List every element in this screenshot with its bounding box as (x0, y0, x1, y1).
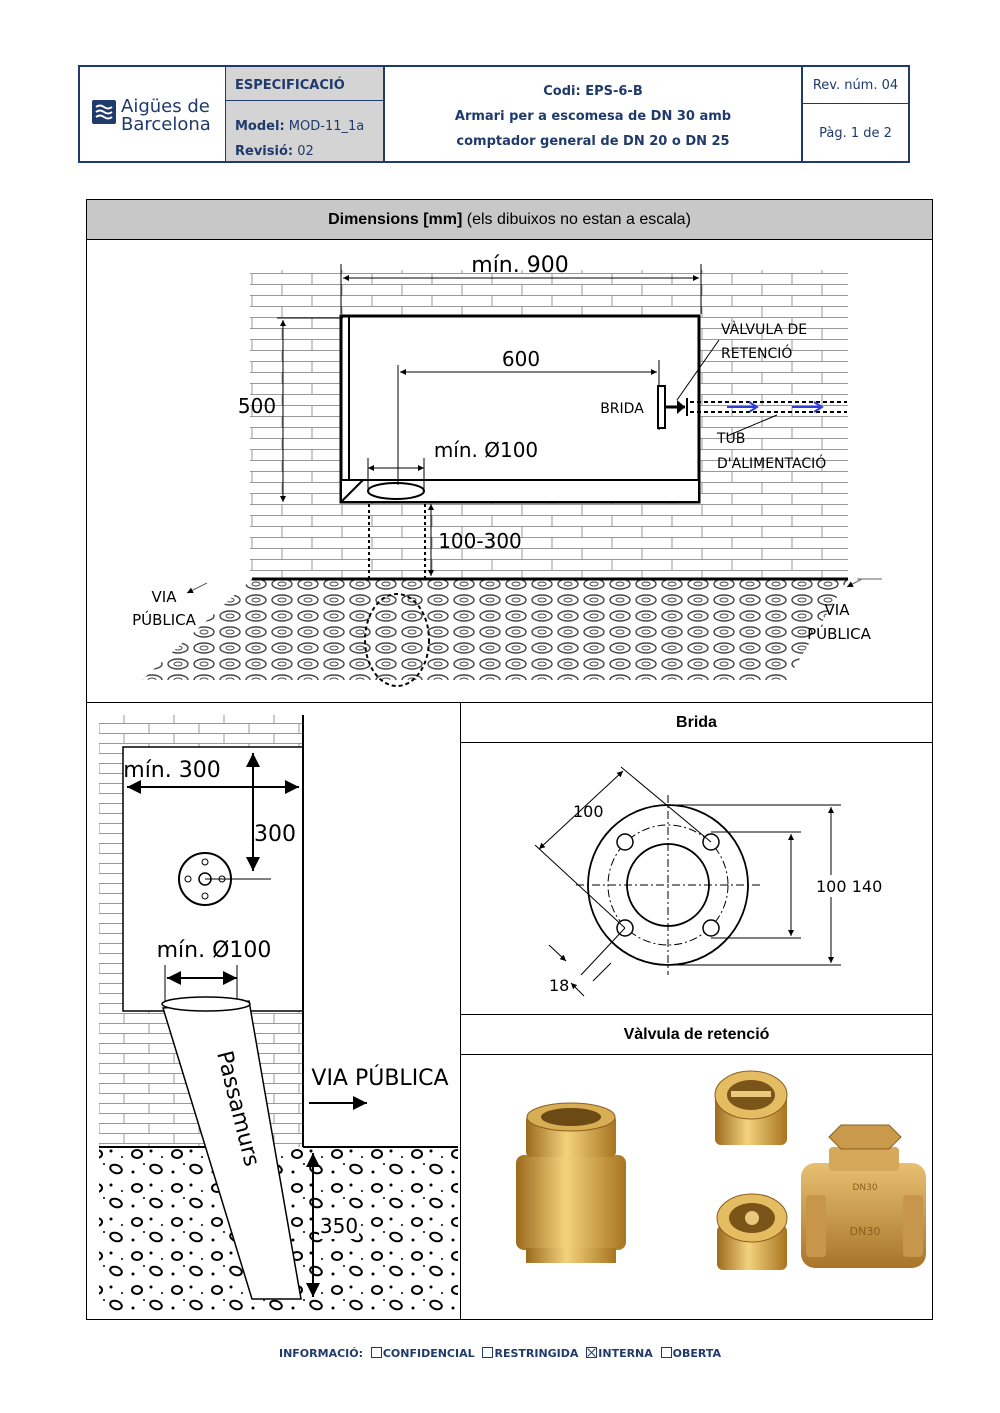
info-classification (0, 1347, 1000, 1360)
dim-min-d100-section: mín. Ø100 (156, 938, 272, 963)
dim-100-right: 100 (816, 877, 847, 896)
passamurs-label: Passamurs (211, 1048, 264, 1169)
document-title (385, 67, 801, 161)
label-tub-2: D'ALIMENTACIÓ (717, 456, 827, 472)
dim-500: 500 (237, 394, 277, 418)
dim-min300: mín. 300 (123, 758, 221, 783)
section-title-rest: (els dibuixos no estan a escala) (462, 211, 691, 228)
label-tub-1: TUB (717, 431, 746, 447)
via-publica-left-2: PÚBLICA (132, 611, 196, 629)
check-valve-small-bottom (717, 1194, 787, 1270)
via-publica-left-1: VIA (151, 588, 177, 606)
dim-600: 600 (501, 347, 541, 371)
title-line1: Armari per a escomesa de DN 30 amb (454, 109, 732, 124)
checkbox-oberta[interactable] (661, 1347, 672, 1358)
info-label: INFORMACIÓ: (278, 1347, 363, 1360)
dimensions-table (86, 199, 933, 1320)
document-header (78, 65, 910, 163)
checkbox-confidencial[interactable] (371, 1347, 382, 1358)
dim-140: 140 (851, 877, 883, 896)
via-publica-label: VIA PÚBLICA (311, 1066, 449, 1091)
pavement (142, 579, 848, 680)
cabinet-box (341, 316, 699, 502)
model-value: MOD-11_1a (288, 119, 365, 134)
via-publica-right-1: VIA (824, 601, 850, 619)
brida-title: Brida (461, 703, 932, 743)
brida-drawing (461, 743, 932, 1014)
checkbox-restringida[interactable] (482, 1347, 493, 1358)
revisio-value: 02 (297, 144, 314, 159)
check-valve-photos (461, 1055, 932, 1319)
section-title (87, 200, 932, 240)
opt-restringida: RESTRINGIDA (494, 1347, 579, 1360)
dim-100-300: 100-300 (438, 529, 522, 553)
section-title-bold: Dimensions [mm] (328, 211, 463, 228)
opt-interna: INTERNA (598, 1347, 653, 1360)
dim-min900: mín. 900 (471, 253, 569, 278)
check-valve-large (516, 1103, 626, 1263)
dim-min-d100: mín. Ø100 (433, 438, 539, 462)
floor-hole (368, 483, 424, 499)
page-number: Pàg. 1 de 2 (801, 104, 908, 161)
dim-300: 300 (254, 822, 296, 847)
aigues-logo-icon (80, 67, 225, 161)
revisio-label: Revisió: (235, 144, 294, 159)
label-brida: BRIDA (600, 401, 644, 417)
logo-line1: Aigües de (121, 96, 210, 117)
cabinet-elevation-drawing (87, 240, 932, 702)
document-code: Codi: EPS-6-B (543, 84, 643, 99)
spec-label: ESPECIFICACIÓ (225, 67, 385, 101)
model-label: Model: (235, 119, 285, 134)
model-block (225, 101, 385, 161)
opt-oberta: OBERTA (672, 1347, 722, 1360)
dim-350: 350 (319, 1214, 359, 1238)
via-publica-right-2: PÚBLICA (807, 625, 871, 643)
dim-18: 18 (549, 976, 570, 995)
check-valve-small-top (715, 1071, 787, 1145)
title-line2: comptador general de DN 20 o DN 25 (456, 134, 730, 149)
swing-valve-mark: DN30 (849, 1225, 881, 1238)
swing-valve-mark-top: DN30 (852, 1183, 878, 1193)
revision-number: Rev. núm. 04 (801, 67, 908, 104)
label-valvula-2: RETENCIÓ (721, 346, 793, 362)
opt-confidencial: CONFIDENCIAL (382, 1347, 475, 1360)
dim-100-diagonal: 100 (573, 802, 604, 821)
flange-symbol (658, 386, 665, 428)
logo-line2: Barcelona (121, 114, 211, 135)
swing-check-valve (801, 1125, 926, 1268)
passamurs-section-drawing (87, 703, 460, 1319)
checkbox-interna-checked[interactable] (586, 1347, 597, 1358)
valvula-title: Vàlvula de retenció (461, 1015, 932, 1055)
label-valvula-1: VÀLVULA DE (721, 322, 808, 338)
company-logo (80, 67, 225, 161)
